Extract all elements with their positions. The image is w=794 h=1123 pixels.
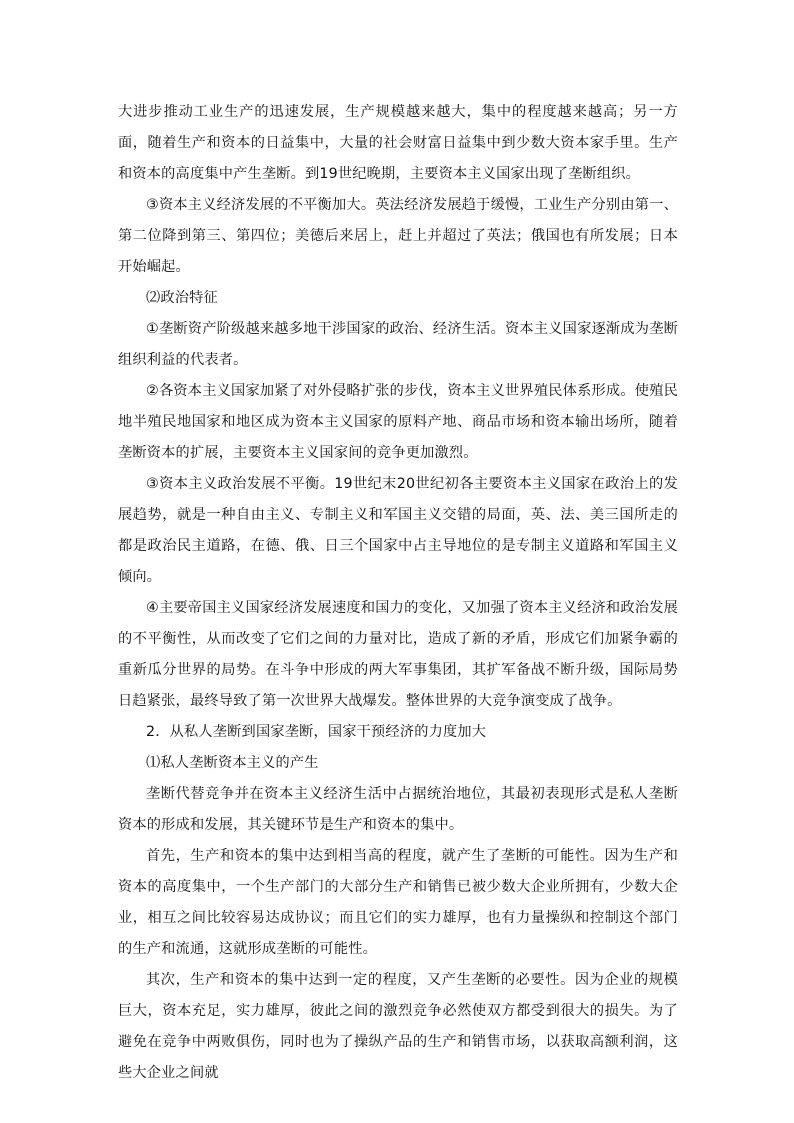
heading-private-monopoly: ⑴私人垄断资本主义的产生 xyxy=(146,755,319,771)
document-body xyxy=(118,97,678,1089)
paragraph-political-4: ④主要帝国主义国家经济发展速度和国力的变化，又加强了资本主义经济和政治发展的不平衡性，从而改变了它们之间的力量对比，造成了新的矛盾，形成它们加紧争霸的重新瓜分世界的局势。在斗争中形成的两大军事集团，其扩军备战不断升级，国际局势日趋紧张，最终导致了第一次世界大战爆发。整体世界的大竞争演变成了战争。 xyxy=(118,600,678,709)
paragraph-political-2: ②各资本主义国家加紧了对外侵略扩张的步伐，资本主义世界殖民体系形成。使殖民地半殖民地国家和地区成为资本主义国家的原料产地、商品市场和资本输出场所，随着垄断资本的扩展，主要资本主义国家间的竞争更加激烈。 xyxy=(118,383,678,461)
paragraph-first-reason: 首先，生产和资本的集中达到相当高的程度，就产生了垄断的可能性。因为生产和资本的高度集中，一个生产部门的大部分生产和销售已被少数大企业所拥有，少数大企业，相互之间比较容易达成协议；而且它们的实力雄厚，也有力量操纵和控制这个部门的生产和流通，这就形成垄断的可能性。 xyxy=(118,848,678,957)
paragraph-economic-imbalance: ③资本主义经济发展的不平衡加大。英法经济发展趋于缓慢，工业生产分别由第一、第二位降到第三、第四位；美德后来居上，赶上并超过了英法；俄国也有所发展；日本开始崛起。 xyxy=(118,197,678,275)
heading-political-features: ⑵政治特征 xyxy=(146,290,218,306)
paragraph-monopoly-intro: 垄断代替竞争并在资本主义经济生活中占据统治地位，其最初表现形式是私人垄断资本的形成和发展，其关键环节是生产和资本的集中。 xyxy=(118,786,678,833)
paragraph-political-3: ③资本主义政治发展不平衡。19世纪末20世纪初各主要资本主义国家在政治上的发展趋势，就是一种自由主义、专制主义和军国主义交错的局面，英、法、美三国所走的都是政治民主道路，在德、俄、日三个国家中占主导地位的是专制主义道路和军国主义倾向。 xyxy=(118,476,678,585)
paragraph-political-1: ①垄断资产阶级越来越多地干涉国家的政治、经济生活。资本主义国家逐渐成为垄断组织利益的代表者。 xyxy=(118,321,678,368)
heading-section-2: 2．从私人垄断到国家垄断，国家干预经济的力度加大 xyxy=(146,724,487,740)
paragraph-second-reason: 其次，生产和资本的集中达到一定的程度，又产生垄断的必要性。因为企业的规模巨大，资本充足，实力雄厚，彼此之间的激烈竞争必然使双方都受到很大的损失。为了避免在竞争中两败俱伤，同时也为了操纵产品的生产和销售市场，以获取高额利润，这些大企业之间就 xyxy=(118,972,678,1081)
paragraph-continuation: 大进步推动工业生产的迅速发展，生产规模越来越大，集中的程度越来越高；另一方面，随着生产和资本的日益集中，大量的社会财富日益集中到少数大资本家手里。生产和资本的高度集中产生垄断。到19世纪晚期，主要资本主义国家出现了垄断组织。 xyxy=(118,104,678,182)
